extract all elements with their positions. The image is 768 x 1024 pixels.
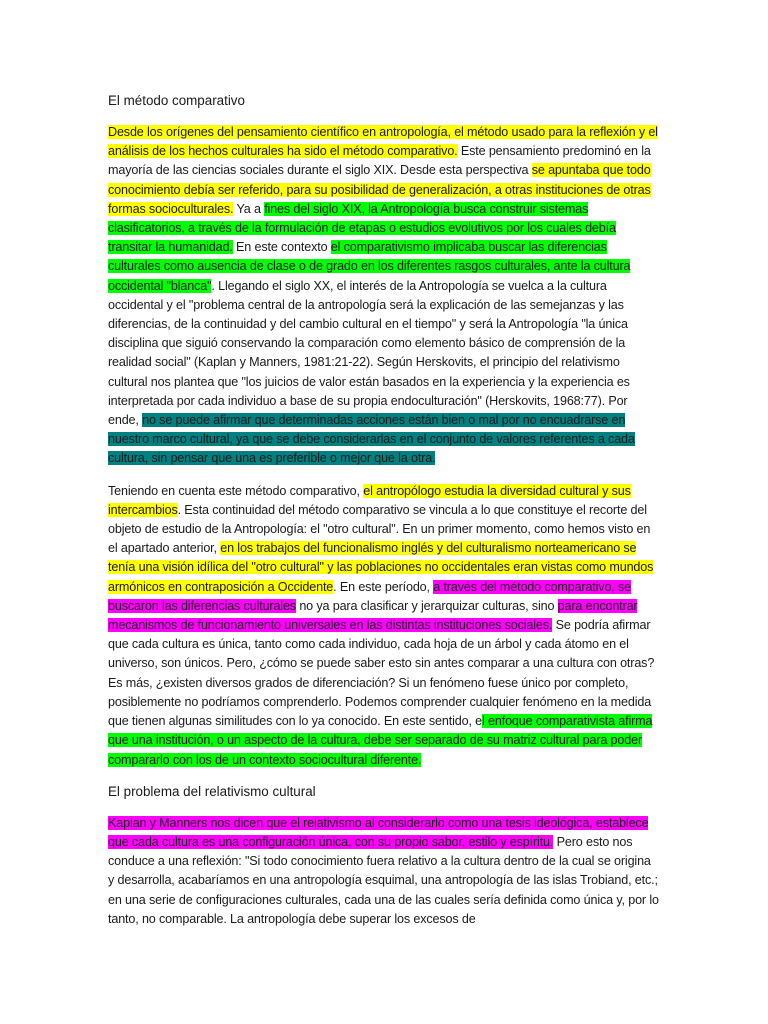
p2-segment-4: en los trabajos del funcionalismo inglés y del culturalismo norteamericano se tenía una visión idílica del "otro cultural" y las poblaciones no occidentales eran vistas como mundos armónicos en contraposición a Occidente (108, 541, 654, 594)
p1-segment-8: . Llegando el siglo XX, el interés de la Antropología se vuelca a la cultura occidental y el "problema central de la antropología será la explicación de las semejanzas y las diferencias, de la continuidad y del cambio cultural en el tiempo" y será la Antropología "la única disciplina que siguió conservando la comparación como elemento básico de comprensión de la realidad social" (Kaplan y Manners, 1981:21-22). Según Herskovits, el principio del relativismo cultural nos plantea que "los juicios de valor están basados en la experiencia y la experiencia es interpretada por cada individuo a base de su propia endoculturación" (Herskovits, 1968:77). Por ende, (108, 278, 630, 428)
p1-segment-6: En este contexto (232, 240, 331, 255)
p2-segment-7: no ya para clasificar y jerarquizar culturas, sino (295, 598, 558, 613)
p2-segment-6: a través del método comparativo, se buscaron las diferencias culturales (108, 579, 632, 613)
p2-segment-3: . Esta continuidad del método comparativo se vincula a lo que constituye el recorte del objeto de estudio de la Antropología: el "otro cultural". En un primer momento, como hemos visto en el apartado anterior, (108, 502, 651, 556)
p2-segment-8: para encontrar mecanismos de funcionamiento universales en las distintas instituciones sociales. (108, 598, 638, 633)
p1-segment-7: el comparativismo implicaba buscar las diferencias culturales como ausencia de clase o de grado en los diferentes rasgos culturales, ante la cultura occidental "blanca" (108, 240, 631, 293)
heading-metodo-comparativo: El método comparativo (108, 93, 245, 108)
paragraph-1 (108, 123, 660, 469)
p1-segment-1: Desde los orígenes del pensamiento científico en antropología, el método usado para la reflexión y el análisis de los hechos culturales ha sido el método comparativo. (108, 125, 658, 159)
p2-segment-2: el antropólogo estudia la diversidad cultural y sus intercambios (108, 483, 631, 517)
p1-segment-9: no se puede afirmar que determinadas acciones están bien o mal por no encuadrarse en nuestro marco cultural, ya que se debe considerarlas en el conjunto de valores referentes a cada cultura, sin pensar que una es preferible o mejor que la otra. (108, 413, 635, 466)
p3-segment-1: Kaplan y Manners nos dicen que el relativismo al considerarlo como una tesis ideológica, establece que cada cultura es una configuración única, con su propio sabor, estilo y espíritu. (108, 815, 649, 849)
p1-segment-5: fines del siglo XIX, la Antropología busca construir sistemas clasificatorios, a través de la formulación de etapas o estudios evolutivos por los cuales debía transitar la humanidad. (108, 201, 616, 255)
p2-segment-1: Teniendo en cuenta este método comparativo, (108, 483, 364, 498)
p1-segment-3: se apuntaba que todo conocimiento debía ser referido, para su posibilidad de generalización, a otras instituciones de otras formas socioculturales. (108, 163, 651, 216)
p2-segment-5: . En este período, (333, 579, 434, 594)
paragraph-3 (108, 814, 660, 929)
p1-segment-2: Este pensamiento predominó en la mayoría de las ciencias sociales durante el siglo XIX. Desde esta perspectiva (108, 144, 651, 178)
p2-segment-9: Se podría afirmar que cada cultura es única, tanto como cada individuo, cada hoja de un árbol y cada átomo en el universo, son únicos. Pero, ¿cómo se puede saber esto sin antes comparar a una cultura con otras? Es más, ¿existen diversos grados de diferenciación? Si un fenómeno fuese único por completo, posiblemente no podríamos comprenderlo. Podemos comprender cualquier fenómeno en la medida que tienen algunas similitudes con lo ya conocido. En este sentido, e (108, 618, 655, 729)
paragraph-2 (108, 482, 660, 770)
p1-segment-4: Ya a (233, 201, 265, 216)
p3-segment-2: Pero esto nos conduce a una reflexión: "Si todo conocimiento fuera relativo a la cultura dentro de la cual se origina y desarrolla, acabaríamos en una antropología esquimal, una antropología de las islas Trobiand, etc.; en una serie de configuraciones culturales, cada una de las cuales sería definida como única y, por lo tanto, no comparable. La antropología debe superar los excesos de (108, 834, 659, 926)
heading-problema-relativismo: El problema del relativismo cultural (108, 783, 316, 799)
p2-segment-10: l enfoque comparativista afirma que una institución, o un aspecto de la cultura, debe ser separado de su matriz cultural para poder compararlo con los de un contexto sociocultural diferente. (108, 714, 653, 767)
